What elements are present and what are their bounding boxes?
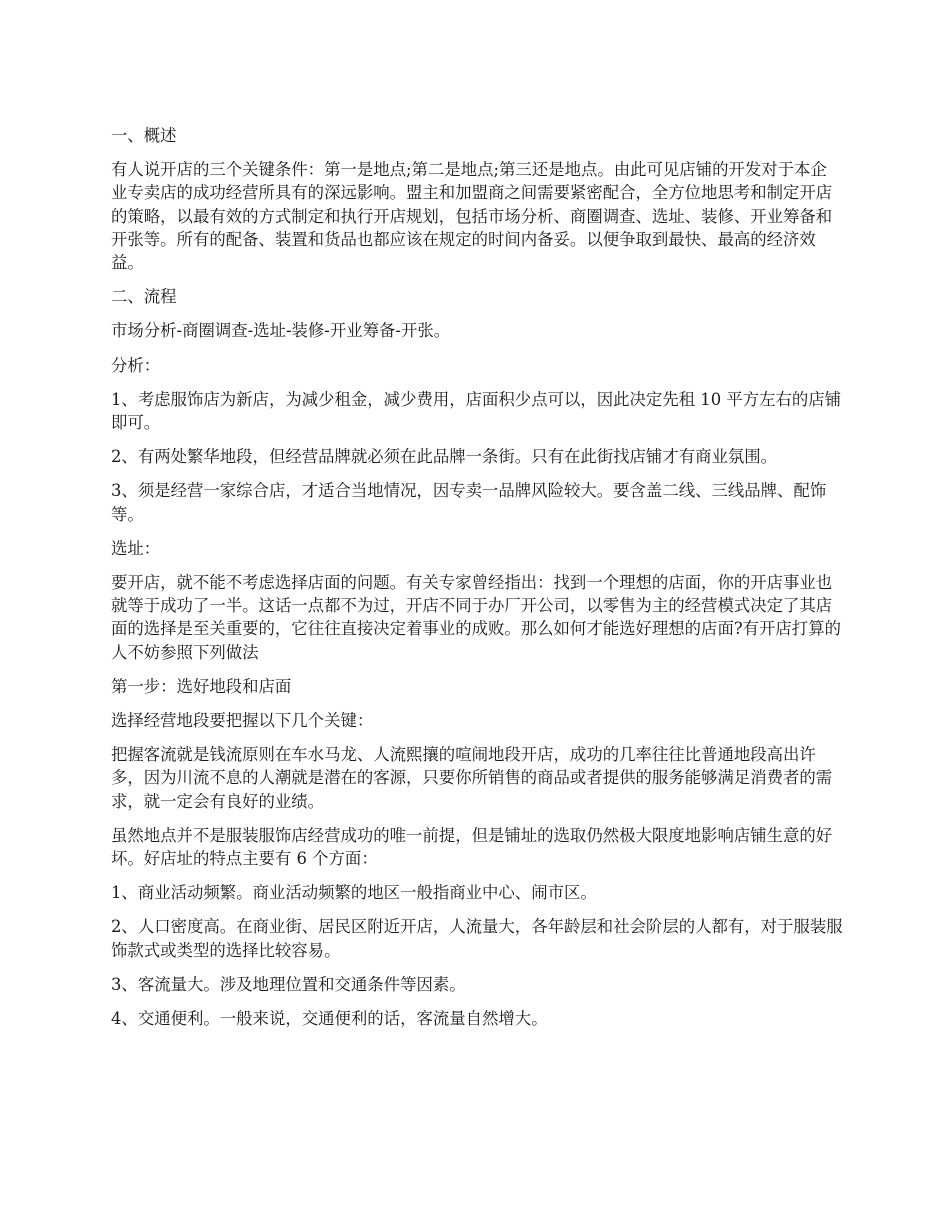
location-item-4: 4、交通便利。一般来说，交通便利的话，客流量自然增大。: [111, 1009, 548, 1029]
analysis-item-2: 2、有两处繁华地段，但经营品牌就必须在此品牌一条街。只有在此街找店铺才有商业氛围。: [111, 447, 778, 467]
location-item-2: 2、人口密度高。在商业街、居民区附近开店，人流量大，各年龄层和社会阶层的人都有，对于服装服饰款式或类型的选择比较容易。: [111, 917, 843, 960]
heading-process: 二、流程: [111, 287, 177, 307]
heading-analysis: 分析：: [111, 355, 161, 375]
heading-step-one: 第一步：选好地段和店面: [111, 676, 292, 696]
paragraph-overview: 有人说开店的三个关键条件：第一是地点;第二是地点;第三还是地点。由此可见店铺的开发对于本企业专卖店的成功经营所具有的深远影响。盟主和加盟商之间需要紧密配合，全方位地思考和制定开店的策略，以最有效的方式制定和执行开店规划，包括市场分析、商圈调查、选址、装修、开业筹备和开张等。所有的配备、装置和货品也都应该在规定的时间内备妥。以便争取到最快、最高的经济效益。: [111, 160, 833, 273]
paragraph-process-steps: 市场分析-商圈调查-选址-装修-开业筹备-开张。: [111, 321, 451, 341]
paragraph-site-selection: 要开店，就不能不考虑选择店面的问题。有关专家曾经指出：找到一个理想的店面，你的开店事业也就等于成功了一半。这话一点都不为过，开店不同于办厂开公司，以零售为主的经营模式决定了其店面的选择是至关重要的，它往往直接决定着事业的成败。那么如何才能选好理想的店面?有开店打算的人不妨参照下列做法: [111, 573, 841, 662]
heading-overview: 一、概述: [111, 126, 177, 145]
paragraph-location-factors: 虽然地点并不是服装服饰店经营成功的唯一前提，但是铺址的选取仍然极大限度地影响店铺生意的好坏。好店址的特点主要有 6 个方面：: [111, 825, 833, 869]
heading-site-selection: 选址：: [111, 538, 161, 558]
analysis-item-1: 1、考虑服饰店为新店，为减少租金，减少费用，店面积少点可以，因此决定先租 10 平方左右的店铺即可。: [111, 389, 842, 433]
paragraph-key-points-intro: 选择经营地段要把握以下几个关键：: [111, 711, 374, 731]
location-item-3: 3、客流量大。涉及地理位置和交通条件等因素。: [111, 974, 466, 994]
paragraph-customer-flow: 把握客流就是钱流原则在车水马龙、人流熙攘的喧闹地段开店，成功的几率往往比普通地段高出许多，因为川流不息的人潮就是潜在的客源，只要你所销售的商品或者提供的服务能够满足消费者的需求，就一定会有良好的业绩。: [111, 745, 833, 811]
document-page: [111, 124, 843, 1041]
analysis-item-3: 3、须是经营一家综合店，才适合当地情况，因专卖一品牌风险较大。要含盖二线、三线品牌、配饰等。: [111, 481, 827, 524]
location-item-1: 1、商业活动频繁。商业活动频繁的地区一般指商业中心、闹市区。: [111, 883, 597, 903]
